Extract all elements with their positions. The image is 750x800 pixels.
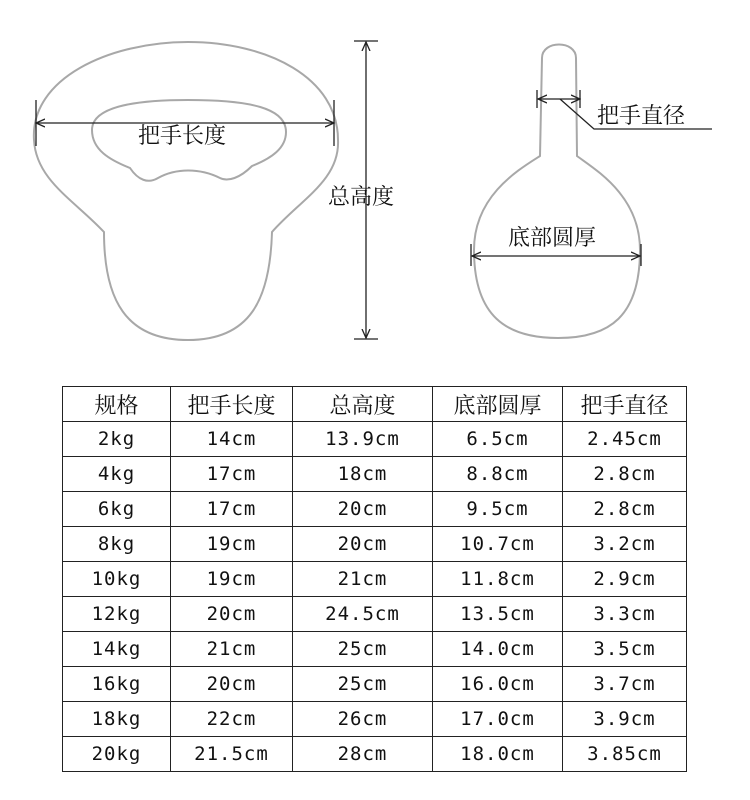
handle-length-label: 把手长度 [138, 124, 227, 149]
spec-cell: 10kg [63, 562, 171, 597]
table-body [63, 422, 687, 772]
table-row [63, 667, 687, 702]
handle-diameter-cell: 3.7cm [563, 667, 687, 702]
header-spec: 规格 [63, 387, 171, 422]
spec-cell: 2kg [63, 422, 171, 457]
handle-length-cell: 20cm [171, 667, 293, 702]
total-height-cell: 20cm [293, 492, 433, 527]
handle-length-cell: 20cm [171, 597, 293, 632]
spec-cell: 12kg [63, 597, 171, 632]
total-height-cell: 25cm [293, 632, 433, 667]
spec-table [62, 386, 687, 772]
base-thickness-cell: 9.5cm [433, 492, 563, 527]
header-base-thickness: 底部圆厚 [433, 387, 563, 422]
table-row [63, 702, 687, 737]
table-row [63, 492, 687, 527]
handle-length-cell: 21.5cm [171, 737, 293, 772]
front-view-outline [34, 42, 338, 340]
base-thickness-cell: 17.0cm [433, 702, 563, 737]
base-thickness-cell: 10.7cm [433, 527, 563, 562]
handle-diameter-label: 把手直径 [597, 104, 686, 129]
handle-diameter-cell: 3.3cm [563, 597, 687, 632]
total-height-cell: 24.5cm [293, 597, 433, 632]
handle-diameter-cell: 3.2cm [563, 527, 687, 562]
spec-cell: 18kg [63, 702, 171, 737]
base-thickness-cell: 18.0cm [433, 737, 563, 772]
total-height-label: 总高度 [328, 185, 395, 210]
table-row [63, 597, 687, 632]
spec-cell: 4kg [63, 457, 171, 492]
side-view-outline [474, 45, 640, 339]
handle-length-cell: 17cm [171, 492, 293, 527]
handle-length-cell: 17cm [171, 457, 293, 492]
base-thickness-label: 底部圆厚 [508, 226, 597, 251]
spec-cell: 8kg [63, 527, 171, 562]
handle-diameter-cell: 2.8cm [563, 492, 687, 527]
table-row [63, 737, 687, 772]
total-height-cell: 21cm [293, 562, 433, 597]
base-thickness-cell: 11.8cm [433, 562, 563, 597]
handle-length-cell: 21cm [171, 632, 293, 667]
total-height-cell: 13.9cm [293, 422, 433, 457]
total-height-cell: 20cm [293, 527, 433, 562]
base-thickness-cell: 13.5cm [433, 597, 563, 632]
total-height-cell: 25cm [293, 667, 433, 702]
header-total-height: 总高度 [293, 387, 433, 422]
table-row [63, 457, 687, 492]
handle-length-cell: 19cm [171, 527, 293, 562]
base-thickness-cell: 14.0cm [433, 632, 563, 667]
spec-cell: 16kg [63, 667, 171, 702]
handle-length-cell: 22cm [171, 702, 293, 737]
spec-cell: 14kg [63, 632, 171, 667]
total-height-cell: 28cm [293, 737, 433, 772]
handle-diameter-cell: 2.9cm [563, 562, 687, 597]
base-thickness-cell: 8.8cm [433, 457, 563, 492]
handle-diameter-cell: 3.5cm [563, 632, 687, 667]
handle-length-cell: 19cm [171, 562, 293, 597]
table-header-row [63, 387, 687, 422]
kettlebell-diagram [0, 0, 750, 370]
handle-diameter-cell: 3.9cm [563, 702, 687, 737]
handle-diameter-cell: 2.8cm [563, 457, 687, 492]
spec-cell: 6kg [63, 492, 171, 527]
table-row [63, 527, 687, 562]
table-row [63, 422, 687, 457]
table-row [63, 562, 687, 597]
table-row [63, 632, 687, 667]
handle-length-cell: 14cm [171, 422, 293, 457]
base-thickness-cell: 16.0cm [433, 667, 563, 702]
spec-cell: 20kg [63, 737, 171, 772]
handle-diameter-cell: 3.85cm [563, 737, 687, 772]
header-handle-diameter: 把手直径 [563, 387, 687, 422]
header-handle-length: 把手长度 [171, 387, 293, 422]
base-thickness-cell: 6.5cm [433, 422, 563, 457]
total-height-cell: 26cm [293, 702, 433, 737]
handle-diameter-cell: 2.45cm [563, 422, 687, 457]
total-height-cell: 18cm [293, 457, 433, 492]
